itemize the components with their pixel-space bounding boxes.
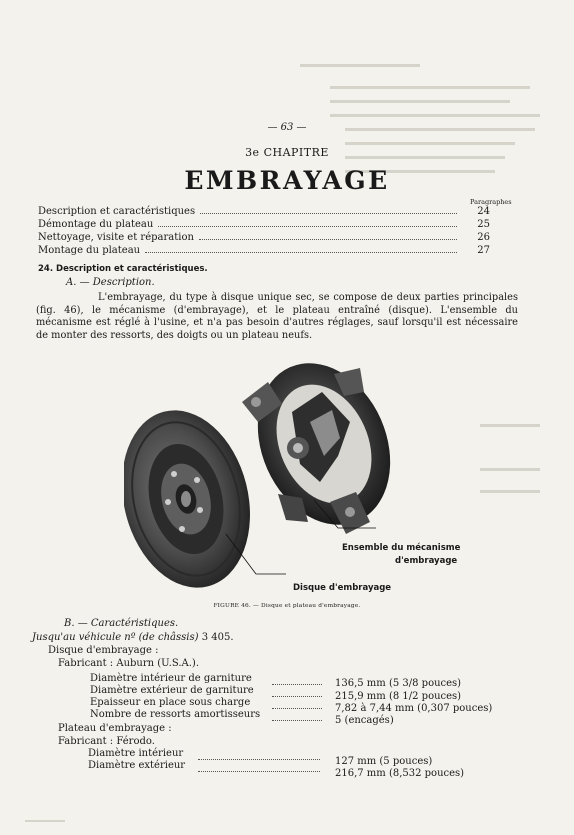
chapter-title: EMBRAYAGE [184,166,390,195]
section-heading: 24. Description et caractéristiques. [38,264,208,274]
toc-leader [158,226,457,227]
spec-label: Nombre de ressorts amortisseurs [90,709,261,720]
toc-number: 25 [477,219,490,230]
spec-value: 215,9 mm (8 1/2 pouces) [335,691,462,702]
plate-maker: Fabricant : Férodo. [58,736,155,747]
toc-label: Nettoyage, visite et réparation [38,232,194,243]
toc-number: 24 [477,206,490,217]
spec-leader [272,720,322,721]
spec-label: Diamètre intérieur de garniture [90,673,252,684]
specs-heading-text: B. — Caractéristiques. [64,618,179,629]
spec-leader [198,771,320,772]
toc-label: Description et caractéristiques [38,206,196,217]
plate-label: Plateau d'embrayage : [58,723,172,734]
clutch-mechanism [233,352,415,546]
vehicle-number: 3 405. [201,632,234,643]
clutch-disc [124,397,268,602]
toc-leader [199,239,457,240]
page-number: — 63 — [267,122,307,133]
spec-leader [198,759,320,760]
disc-label: Disque d'embrayage : [48,645,159,656]
toc-label: Montage du plateau [38,245,141,256]
toc-row [38,206,490,217]
toc-number: 27 [477,245,490,256]
chapter-label: 3e CHAPITRE [245,146,329,159]
vehicle-line [32,632,234,643]
spec-label: Epaisseur en place sous charge [90,697,251,708]
spec-leader [272,696,322,697]
spec-label: Diamètre extérieur de garniture [90,685,254,696]
vehicle-label: Jusqu'au véhicule nº (de châssis) [32,632,199,643]
toc-number: 26 [477,232,490,243]
spec-value: 5 (encagés) [335,715,394,726]
description-paragraph [36,292,518,342]
toc-label: Démontage du plateau [38,219,154,230]
spec-value: 127 mm (5 pouces) [335,756,433,767]
spec-value: 136,5 mm (5 3/8 pouces) [335,678,462,689]
spec-leader [272,708,322,709]
paragraph-text: L'embrayage, du type à disque unique sec, se compose de deux parties principales (fig. 46), le mécanisme (d'embrayage), et le plateau entraîné (disque). L'ensemble du mécanisme est réglé à l'usine, et n'a pas besoin d'autres réglages, sauf lorsqu'il est nécessaire de monter des ressorts, des doigts ou un plateau neufs. [36,292,518,341]
spec-value: 216,7 mm (8,532 pouces) [335,768,465,779]
specs-heading [64,618,178,629]
toc-row [38,245,490,256]
clutch-illustration [124,352,474,606]
callout-disc: Disque d'embrayage [293,583,392,593]
toc-leader [200,213,457,214]
disc-maker: Fabricant : Auburn (U.S.A.). [58,658,199,669]
subheading-text: A. — Description. [66,277,155,288]
spec-value: 7,82 à 7,44 mm (0,307 pouces) [335,703,493,714]
callout-mechanism-line2: d'embrayage [395,556,458,566]
spec-label: Diamètre extérieur [88,760,186,771]
toc-row [38,219,490,230]
toc-leader [145,252,457,253]
spec-label: Diamètre intérieur [88,748,184,759]
spec-leader [272,684,322,685]
toc-header: Paragraphes [470,198,512,206]
callout-mechanism-line1: Ensemble du mécanisme [342,543,461,553]
figure-caption: FIGURE 46. — Disque et plateau d'embrayage. [213,603,361,609]
toc-row [38,232,490,243]
section-subheading [66,277,155,288]
